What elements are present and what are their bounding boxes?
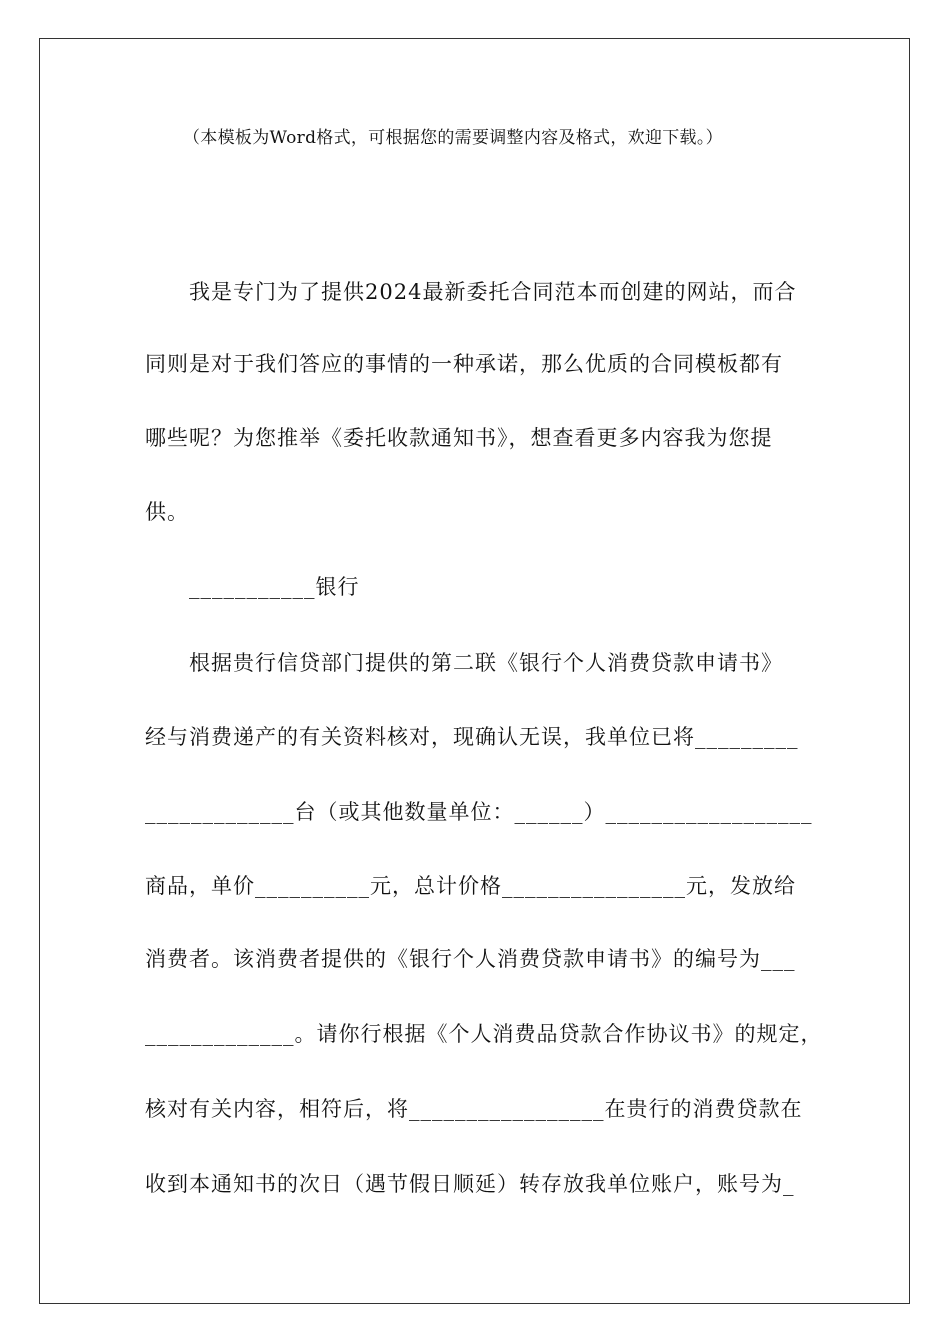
body-line: 根据贵行信贷部门提供的第二联《银行个人消费贷款申请书》 [189,651,783,675]
body-line: _____________台（或其他数量单位：______）__________________ [145,800,813,824]
addressee-line: ___________银行 [189,575,360,599]
body-line: 经与消费递产的有关资料核对，现确认无误，我单位已将_________ [145,725,799,749]
intro-line: 我是专门为了提供2024最新委托合同范本而创建的网站，而合 [189,280,797,304]
body-line: 核对有关内容，相符后，将_________________在贵行的消费贷款在 [145,1097,803,1121]
body-line: 消费者。该消费者提供的《银行个人消费贷款申请书》的编号为___ [145,947,796,971]
intro-line: 供。 [145,500,189,524]
intro-line: 哪些呢？为您推举《委托收款通知书》，想查看更多内容我为您提 [145,426,773,450]
body-line: _____________。请你行根据《个人消费品贷款合作协议书》的规定， [145,1022,823,1046]
template-note: （本模板为Word格式，可根据您的需要调整内容及格式，欢迎下载。） [183,128,723,148]
body-line: 收到本通知书的次日（遇节假日顺延）转存放我单位账户，账号为_ [145,1172,795,1196]
intro-line: 同则是对于我们答应的事情的一种承诺，那么优质的合同模板都有 [145,352,783,376]
body-line: 商品，单价__________元，总计价格________________元，发放给 [145,874,796,898]
